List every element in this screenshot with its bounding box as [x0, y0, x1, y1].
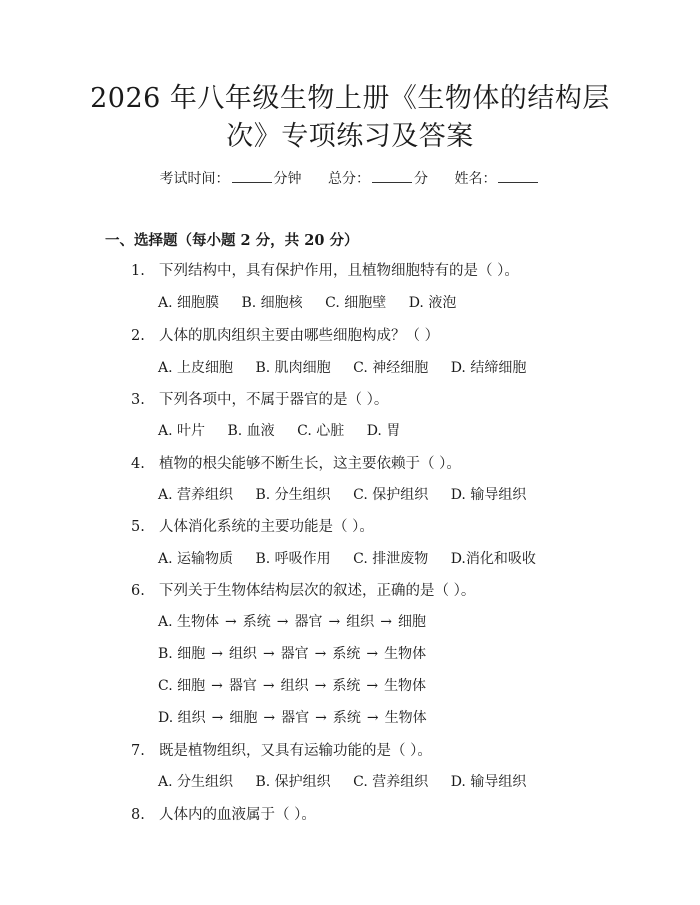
option-a[interactable]: A. 上皮细胞	[158, 360, 234, 376]
name-field	[454, 168, 540, 188]
question-text: 植物的根尖能够不断生长，这主要依赖于（ ）。	[159, 456, 461, 472]
option-d[interactable]: D.消化和吸收	[450, 551, 536, 567]
seq-item: 系统	[242, 614, 271, 630]
seq-item: 系统	[332, 646, 361, 662]
seq-item: 细胞	[397, 614, 426, 630]
option-b[interactable]: B. 分生组织	[255, 487, 331, 503]
seq-item: 器官	[281, 710, 310, 726]
right-arrow-icon: →	[262, 678, 275, 694]
option-a[interactable]: A. 细胞膜	[158, 295, 220, 311]
option-b[interactable]: B. 呼吸作用	[255, 551, 331, 567]
section-heading: 一、选择题（每小题 2 分，共 20 分）	[105, 232, 359, 249]
exam-time-label: 考试时间：	[159, 171, 230, 187]
exam-meta	[0, 168, 700, 188]
question-7	[131, 739, 432, 760]
right-arrow-icon: →	[380, 614, 392, 630]
name-blank[interactable]	[498, 169, 538, 183]
option-c[interactable]: C. 排泄废物	[353, 551, 429, 567]
right-arrow-icon: →	[211, 710, 224, 726]
option-d[interactable]: D. 输导组织	[450, 487, 527, 503]
option-b[interactable]: B. 肌肉细胞	[255, 360, 331, 376]
option-label: D.	[158, 710, 174, 726]
name-label: 姓名：	[454, 171, 497, 187]
option-label: C.	[158, 678, 173, 694]
option-d[interactable]: D. 结缔细胞	[450, 360, 527, 376]
question-number: 6.	[131, 583, 145, 599]
question-2-options	[158, 357, 544, 377]
seq-item: 系统	[332, 678, 361, 694]
title-line-1: 2026 年八年级生物上册《生物体的结构层	[90, 83, 610, 114]
seq-item: 细胞	[177, 646, 206, 662]
seq-item: 器官	[280, 646, 309, 662]
right-arrow-icon: →	[263, 710, 276, 726]
question-text: 人体的肌肉组织主要由哪些细胞构成？（ ）	[159, 328, 440, 344]
question-number: 1.	[131, 263, 145, 279]
question-6-option-d[interactable]	[158, 707, 427, 727]
page-title	[0, 80, 700, 156]
question-6-option-c[interactable]	[158, 675, 426, 695]
question-text: 人体消化系统的主要功能是（ ）。	[159, 519, 374, 535]
option-c[interactable]: C. 营养组织	[353, 774, 429, 790]
question-number: 7.	[131, 743, 145, 759]
seq-item: 生物体	[384, 710, 427, 726]
option-d[interactable]: D. 胃	[366, 423, 401, 439]
seq-item: 器官	[294, 614, 323, 630]
seq-item: 组织	[177, 710, 206, 726]
right-arrow-icon: →	[366, 710, 379, 726]
seq-item: 细胞	[229, 710, 258, 726]
question-2	[131, 324, 439, 345]
right-arrow-icon: →	[315, 710, 327, 726]
option-b[interactable]: B. 细胞核	[241, 295, 303, 311]
seq-item: 生物体	[384, 678, 427, 694]
option-b[interactable]: B. 血液	[227, 423, 275, 439]
question-number: 4.	[131, 456, 145, 472]
total-score-label: 总分：	[328, 171, 370, 187]
total-score-blank[interactable]	[372, 169, 412, 183]
option-d[interactable]: D. 液泡	[408, 295, 457, 311]
question-text: 下列关于生物体结构层次的叙述，正确的是（ ）。	[159, 583, 476, 599]
right-arrow-icon: →	[366, 646, 379, 662]
question-1-options	[158, 292, 474, 312]
seq-item: 生物体	[384, 646, 427, 662]
option-a[interactable]: A. 运输物质	[158, 551, 234, 567]
question-4	[131, 452, 461, 473]
right-arrow-icon: →	[328, 614, 341, 630]
title-line-2: 次》专项练习及答案	[226, 121, 474, 152]
question-6	[131, 579, 475, 600]
total-score-field	[328, 168, 428, 188]
seq-item: 组织	[280, 678, 309, 694]
question-number: 8.	[131, 807, 145, 823]
exam-time-field	[160, 168, 302, 188]
question-text: 人体内的血液属于（ ）。	[159, 807, 316, 823]
question-3-options	[158, 420, 418, 440]
option-label: A.	[158, 614, 173, 630]
seq-item: 生物体	[177, 614, 220, 630]
option-b[interactable]: B. 保护组织	[255, 774, 331, 790]
question-1	[131, 259, 519, 280]
question-text: 既是植物组织，又具有运输功能的是（ ）。	[159, 743, 432, 759]
option-c[interactable]: C. 心脏	[297, 423, 345, 439]
exam-time-unit: 分钟	[273, 171, 302, 187]
question-6-option-b[interactable]	[158, 643, 426, 663]
question-3	[131, 388, 388, 409]
option-a[interactable]: A. 营养组织	[158, 487, 234, 503]
seq-item: 系统	[332, 710, 361, 726]
exam-time-blank[interactable]	[232, 169, 272, 183]
seq-item: 细胞	[177, 678, 206, 694]
right-arrow-icon: →	[366, 678, 379, 694]
question-5	[131, 515, 374, 536]
right-arrow-icon: →	[314, 646, 327, 662]
question-number: 2.	[131, 328, 145, 344]
option-d[interactable]: D. 输导组织	[450, 774, 527, 790]
question-text: 下列结构中，具有保护作用，且植物细胞特有的是（ ）。	[159, 263, 519, 279]
question-7-options	[158, 771, 544, 791]
option-a[interactable]: A. 分生组织	[158, 774, 234, 790]
option-label: B.	[158, 646, 173, 662]
seq-item: 组织	[346, 614, 375, 630]
right-arrow-icon: →	[211, 678, 223, 694]
question-6-option-a[interactable]	[158, 611, 426, 631]
option-a[interactable]: A. 叶片	[158, 423, 206, 439]
seq-item: 器官	[228, 678, 257, 694]
question-4-options	[158, 484, 544, 504]
question-8	[131, 803, 316, 824]
option-c[interactable]: C. 神经细胞	[353, 360, 429, 376]
seq-item: 组织	[228, 646, 257, 662]
right-arrow-icon: →	[211, 646, 223, 662]
question-text: 下列各项中，不属于器官的是（ ）。	[159, 392, 389, 408]
question-number: 5.	[131, 519, 145, 535]
option-c[interactable]: C. 细胞壁	[325, 295, 387, 311]
right-arrow-icon: →	[276, 614, 289, 630]
right-arrow-icon: →	[225, 614, 237, 630]
question-5-options	[158, 548, 554, 568]
option-c[interactable]: C. 保护组织	[353, 487, 429, 503]
right-arrow-icon: →	[314, 678, 327, 694]
question-number: 3.	[131, 392, 145, 408]
right-arrow-icon: →	[262, 646, 275, 662]
total-score-unit: 分	[414, 171, 428, 187]
